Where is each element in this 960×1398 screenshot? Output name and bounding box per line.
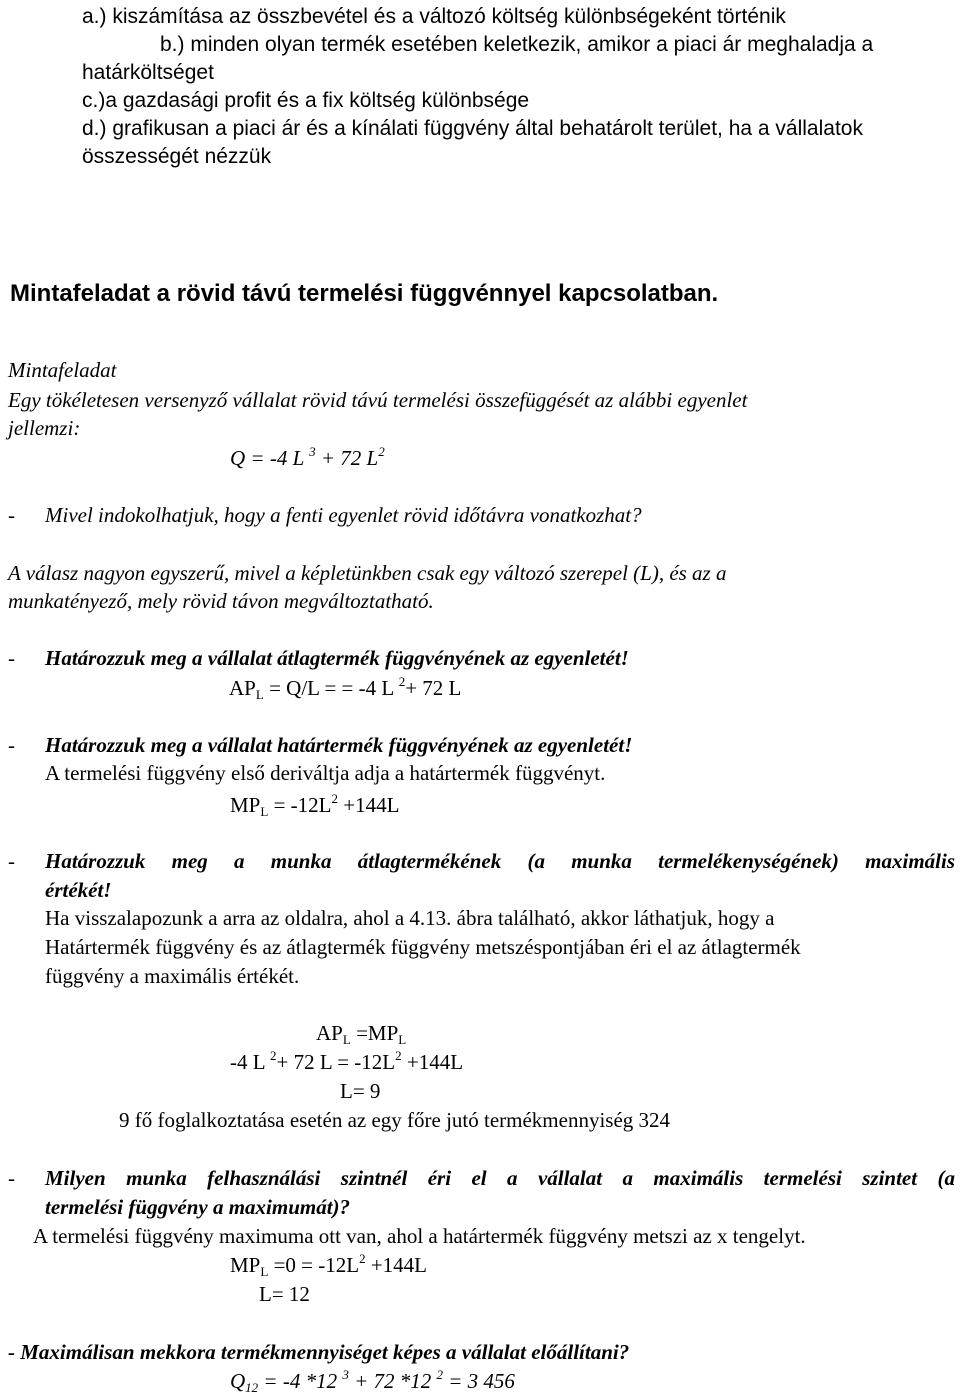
option-b-line1: b.) minden olyan termék esetében keletkezik, amikor a piaci ár meghaladja a: [160, 33, 874, 56]
option-c: c.)a gazdasági profit és a fix költség különbsége: [82, 89, 530, 112]
marginal-product-equation: $MP_L = -12L^2 +144L$: [230, 791, 400, 819]
labor-solution-12: L= 12: [259, 1282, 310, 1306]
question-2-dash: -: [8, 646, 15, 670]
question-4-dash: -: [8, 849, 15, 873]
question-5-line1: Milyen munka felhasználási szintnél éri el a vállalat a maximális termelési szintet (a: [45, 1166, 955, 1190]
question-5-dash: -: [8, 1166, 15, 1190]
question-2: Határozzuk meg a vállalat átlagtermék függvényének az egyenletét!: [45, 646, 629, 670]
question-4-line2: értékét!: [45, 878, 112, 902]
option-d-line2: összességét nézzük: [82, 145, 272, 168]
answer-4-line3: függvény a maximális értékét.: [45, 964, 300, 988]
task-intro-line2: jellemzi:: [8, 416, 81, 440]
option-d-line1: d.) grafikusan a piaci ár és a kínálati függvény által behatárolt terület, ha a vállalatok: [82, 117, 863, 140]
production-function-equation: Q = -4 L $^3$ + 72 $L^2$: [230, 444, 385, 470]
question-1: Mivel indokolhatjuk, hogy a fenti egyenlet rövid időtávra vonatkozhat?: [45, 503, 642, 527]
question-4-line1: Határozzuk meg a munka átlagtermékének (a munka termelékenységének) maximális: [45, 849, 955, 873]
option-b-line2: határköltséget: [82, 61, 214, 84]
section-heading: Mintafeladat a rövid távú termelési függvénnyel kapcsolatban.: [10, 280, 719, 307]
question-5-line2: termelési függvény a maximumát)?: [45, 1195, 351, 1219]
answer-1-line1: A válasz nagyon egyszerű, mivel a képletünkben csak egy változó szerepel (L), és az a: [8, 561, 727, 585]
task-title: Mintafeladat: [8, 358, 117, 382]
mp-zero-equation: $MP_L =0 = -12L^2 +144L$: [230, 1251, 427, 1279]
task-intro-line1: Egy tökéletesen versenyző vállalat rövid távú termelési összefüggését az alábbi egyenlet: [8, 388, 748, 412]
question-3: Határozzuk meg a vállalat határtermék függvényének az egyenletét!: [45, 733, 633, 757]
question-1-dash: -: [8, 503, 15, 527]
labor-solution-9: L= 9: [340, 1079, 381, 1103]
average-product-equation: $AP_L = Q/L$ = = -4 L $^2$+ 72 L: [229, 674, 462, 702]
max-output-equation: $Q_{12} = -4$ *12 $^3$ + 72 *12 $^2$ = 3 456: [230, 1367, 515, 1395]
option-a: a.) kiszámítása az összbevétel és a változó költség különbségeként történik: [82, 5, 786, 28]
answer-1-line2: munkatényező, mely rövid távon megváltoztatható.: [8, 589, 434, 613]
answer-4-line1: Ha visszalapozunk a arra az oldalra, ahol a 4.13. ábra található, akkor láthatjuk, hogy a: [45, 906, 775, 930]
answer-4-line2: Határtermék függvény és az átlagtermék függvény metszéspontjában éri el az átlagtermék: [45, 935, 801, 959]
ap-equals-mp-equation: $AP_L =MP_L$: [316, 1021, 407, 1047]
answer-5: A termelési függvény maximuma ott van, ahol a határtermék függvény metszi az x tengelyt.: [33, 1224, 806, 1248]
result-4: 9 fő foglalkoztatása esetén az egy főre jutó termékmennyiség 324: [119, 1108, 671, 1132]
question-3-dash: -: [8, 733, 15, 757]
question-6: - Maximálisan mekkora termékmennyiséget képes a vállalat előállítani?: [8, 1340, 630, 1364]
ap-mp-expanded-equation: -4 L $^2$+ 72 $L = -12L^2 +144L$: [230, 1048, 464, 1074]
answer-3: A termelési függvény első deriváltja adja a határtermék függvényt.: [45, 761, 606, 785]
